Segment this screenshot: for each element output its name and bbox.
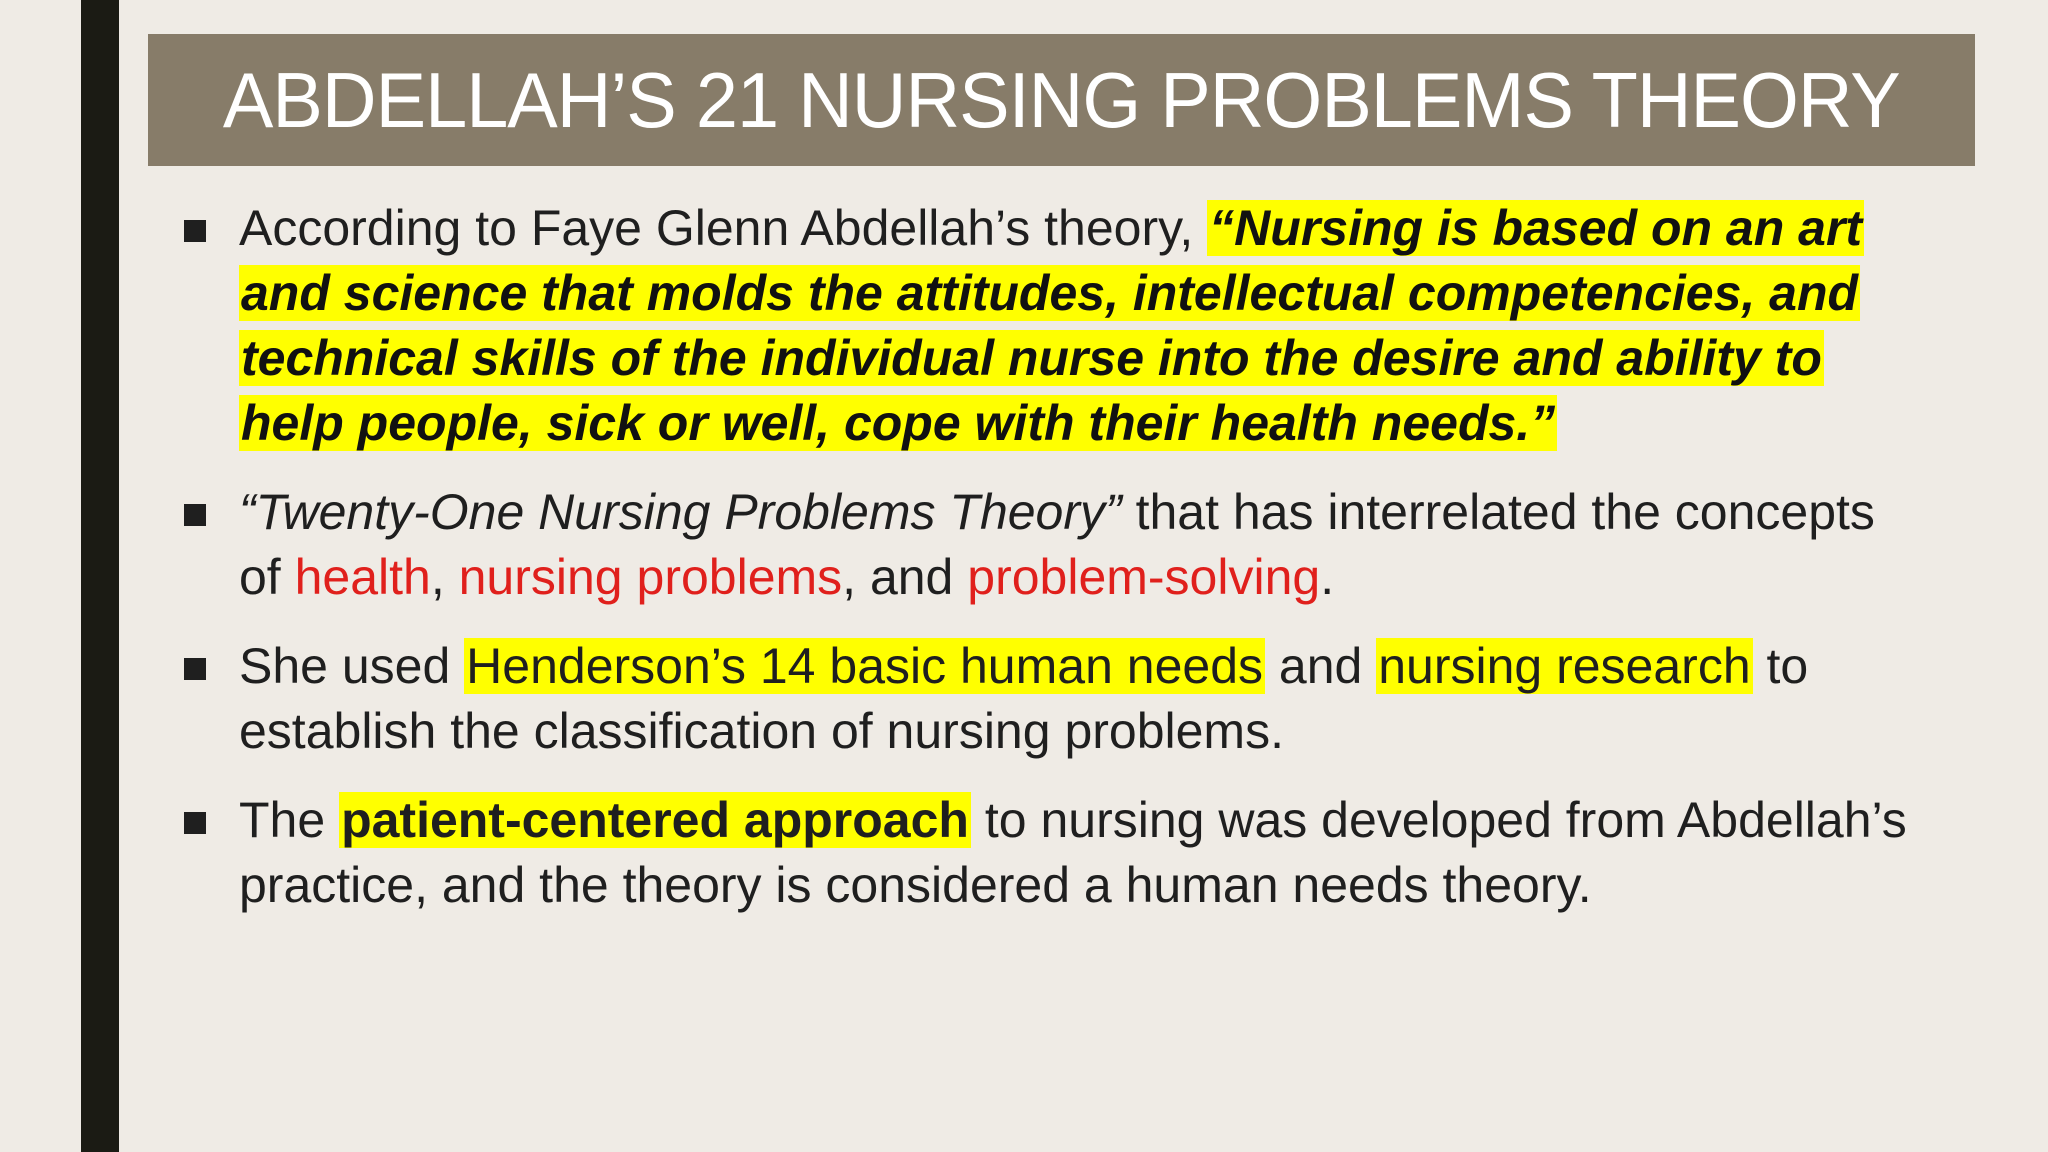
bullet-text: The (239, 792, 340, 848)
period-text: . (1320, 549, 1335, 605)
bullet-item-definition (180, 196, 1920, 456)
concept-health: health (294, 549, 431, 605)
highlight-henderson-needs: Henderson’s 14 basic human needs (466, 638, 1263, 694)
bullet-text: and (1265, 638, 1377, 694)
square-bullet-icon (184, 504, 206, 526)
bullet-item-patient-centered (180, 788, 1920, 918)
theory-name-italic: “Twenty-One Nursing Problems Theory” (239, 484, 1122, 540)
bullet-text: to nursing was developed from Abdellah’s practice, and the theory is considered a human needs theory. (239, 792, 1907, 913)
separator-text: , (430, 549, 459, 605)
highlighted-quote: “Nursing is based on an art and science that molds the attitudes, intellectual competencies, and technical skills of the individual nurse into the desire and ability to help people, sick or well, cope with their health needs.” (241, 200, 1863, 451)
side-accent-bar (81, 0, 119, 1152)
separator-text: , and (842, 549, 968, 605)
square-bullet-icon (184, 812, 206, 834)
bullet-list (180, 196, 1920, 942)
bullet-intro-text: According to Faye Glenn Abdellah’s theory, (239, 200, 1208, 256)
square-bullet-icon (184, 220, 206, 242)
bullet-item-theory (180, 480, 1920, 610)
concept-problem-solving: problem-solving (967, 549, 1321, 605)
concept-nursing-problems: nursing problems (458, 549, 843, 605)
bullet-text: to establish the classification of nursing problems. (239, 638, 1809, 759)
bullet-text: She used (239, 638, 465, 694)
square-bullet-icon (184, 658, 206, 680)
bullet-item-henderson (180, 634, 1920, 764)
bullet-text: that has interrelated the concepts of (239, 484, 1875, 605)
slide-title: ABDELLAH’S 21 NURSING PROBLEMS THEORY (223, 55, 1900, 144)
highlight-nursing-research: nursing research (1378, 638, 1751, 694)
title-band (148, 34, 1975, 166)
highlight-patient-centered: patient-centered approach (341, 792, 969, 848)
